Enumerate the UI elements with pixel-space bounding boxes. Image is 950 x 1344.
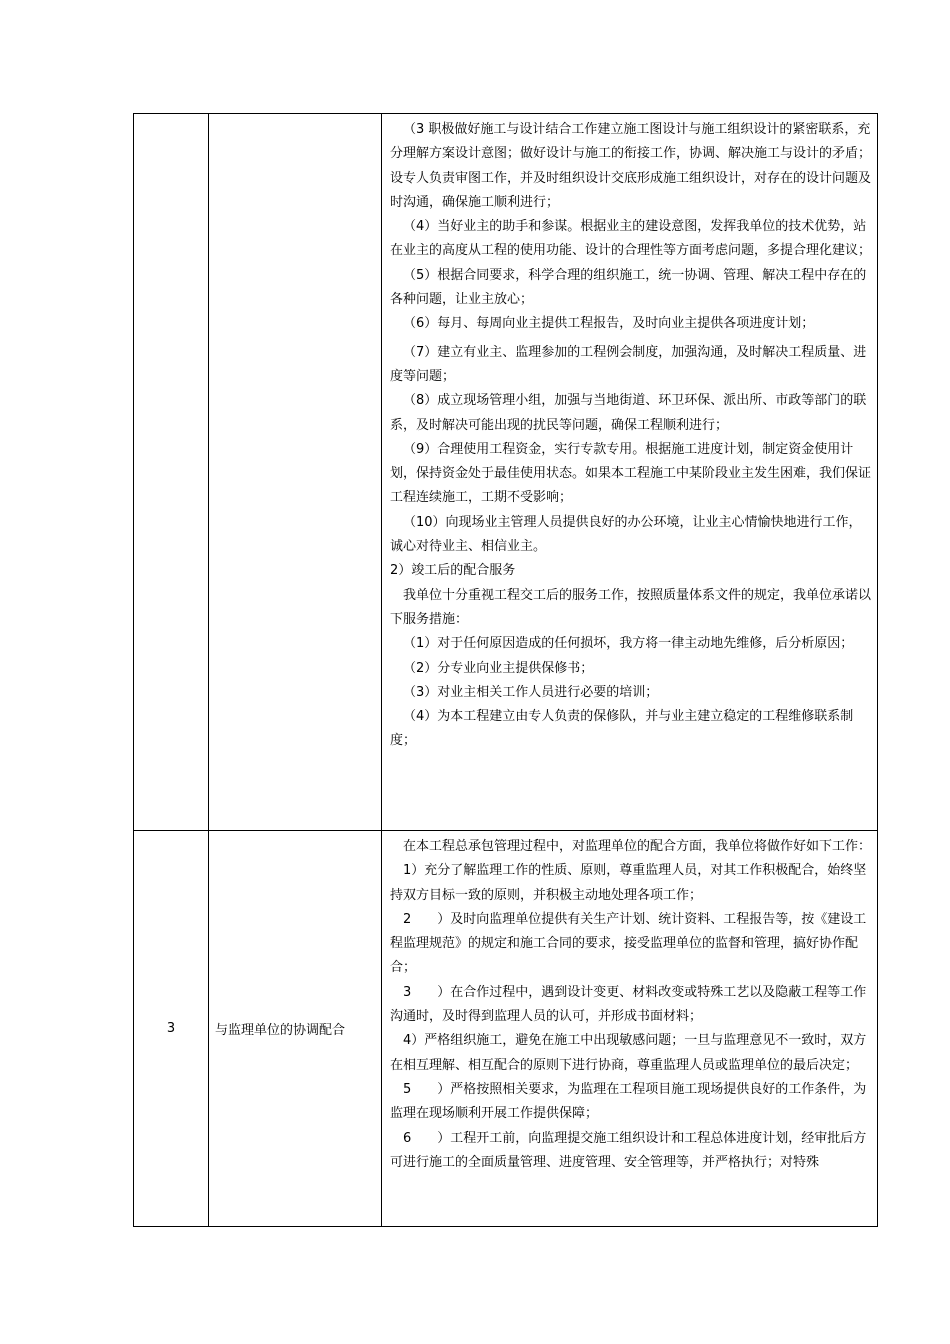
paragraph: （4）为本工程建立由专人负责的保修队，并与业主建立稳定的工程维修联系制度； xyxy=(390,709,854,749)
paragraph: 6 ）工程开工前，向监理提交施工组织设计和工程总体进度计划，经审批后方可进行施工的全面质量管理、进度管理、安全管理等，并严格执行；对特殊 xyxy=(390,1130,867,1170)
paragraph: （5）根据合同要求，科学合理的组织施工，统一协调、管理、解决工程中存在的各种问题，让业主放心； xyxy=(390,267,867,308)
row-title-cell: 与监理单位的协调配合 xyxy=(209,831,382,1227)
row-number-cell: 3 xyxy=(134,831,209,1227)
paragraph: 2 ）及时向监理单位提供有关生产计划、统计资料、工程报告等，按《建设工程监理规范》的规定和施工合同的要求，接受监理单位的监督和管理，搞好协作配合； xyxy=(390,911,867,976)
paragraph: （4）当好业主的助手和参谋。根据业主的建设意图，发挥我单位的技术优势，站在业主的高度从工程的使用功能、设计的合理性等方面考虑问题，多提合理化建议； xyxy=(390,219,872,259)
paragraph: （6）每月、每周向业主提供工程报告，及时向业主提供各项进度计划； xyxy=(403,316,815,332)
content-clip xyxy=(390,835,872,1226)
row-title-cell xyxy=(209,114,382,831)
row-number-cell xyxy=(134,114,209,831)
paragraph: （3 职极做好施工与设计结合工作建立施工图设计与施工组织设计的紧密联系，充分理解方案设计意图；做好设计与施工的衔接工作，协调、解决施工与设计的矛盾；设专人负责审图工作，并及时组织设计交底形成施工组织设计，对存在的设计问题及时沟通，确保施工顺利进行； xyxy=(390,122,872,210)
paragraph: 4）严格组织施工，避免在施工中出现敏感问题；一旦与监理意见不一致时，双方在相互理解、相互配合的原则下进行协商，尊重监理人员或监理单位的最后决定； xyxy=(390,1033,867,1073)
paragraph: （9）合理使用工程资金，实行专款专用。根据施工进度计划，制定资金使用计划，保持资金处于最佳使用状态。如果本工程施工中某阶段业主发生困难，我们保证工程连续施工，工期不受影响； xyxy=(390,441,872,506)
table-row xyxy=(134,114,878,831)
paragraph: （8）成立现场管理小组，加强与当地街道、环卫环保、派出所、市政等部门的联系，及时解决可能出现的扰民等问题，确保工程顺利进行； xyxy=(390,393,867,433)
paragraph: （10）向现场业主管理人员提供良好的办公环境，让业主心情愉快地进行工作，诚心对待业主、相信业主。 xyxy=(390,514,862,555)
row-content-cell xyxy=(382,114,878,831)
paragraph: 1）充分了解监理工作的性质、原则，尊重监理人员，对其工作积极配合，始终坚持双方目标一致的原则，并积极主动地处理各项工作； xyxy=(390,863,867,903)
table-row xyxy=(134,831,878,1227)
paragraph: （3）对业主相关工作人员进行必要的培训； xyxy=(403,684,659,700)
paragraph: （2）分专业向业主提供保修书； xyxy=(403,660,594,676)
row-content-cell xyxy=(382,831,878,1227)
content-table xyxy=(133,113,878,1227)
paragraph: 我单位十分重视工程交工后的服务工作，按照质量体系文件的规定，我单位承诺以下服务措施： xyxy=(390,587,872,627)
paragraph: 3 ）在合作过程中，遇到设计变更、材料改变或特殊工艺以及隐蔽工程等工作沟通时，及时得到监理人员的认可，并形成书面材料； xyxy=(390,984,867,1025)
paragraph: （7）建立有业主、监理参加的工程例会制度，加强沟通，及时解决工程质量、进度等问题； xyxy=(390,344,867,384)
paragraph: 5 ）严格按照相关要求，为监理在工程项目施工现场提供良好的工作条件，为监理在现场顺利开展工作提供保障； xyxy=(390,1081,867,1122)
paragraph: 在本工程总承包管理过程中，对监理单位的配合方面，我单位将做作好如下工作： xyxy=(403,839,872,854)
paragraph: 2）竣工后的配合服务 xyxy=(390,563,516,579)
paragraph: （1）对于任何原因造成的任何损坏，我方将一律主动地先维修，后分析原因； xyxy=(403,636,854,652)
